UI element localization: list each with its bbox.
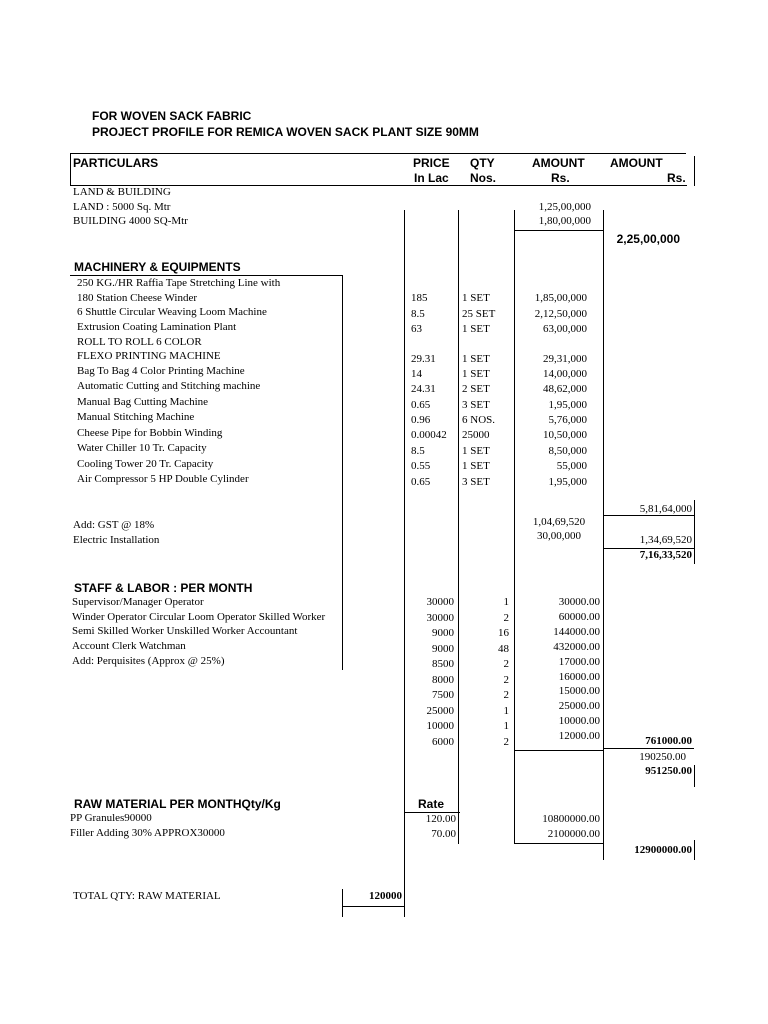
raw-material-label: Filler Adding 30% APPROX30000 [70, 827, 225, 839]
total-qty-rule [342, 906, 404, 907]
staff-row-qty: 2 [503, 674, 509, 686]
header-qty: QTY [470, 156, 495, 170]
header-top-rule [70, 153, 686, 154]
machinery-row-label: Manual Bag Cutting Machine [77, 396, 209, 408]
machinery-row-qty: 1 SET [462, 445, 490, 457]
column-rule-qty [458, 210, 459, 844]
machinery-heading: MACHINERY & EQUIPMENTS [74, 260, 241, 274]
machinery-row-label: Water Chiller 10 Tr. Capacity [77, 442, 207, 454]
staff-total: 761000.00 [645, 735, 692, 747]
staff-label: Add: Perquisites (Approx @ 25%) [72, 655, 225, 667]
machinery-row-amount: 5,76,000 [548, 414, 587, 426]
machinery-row-amount: 14,00,000 [543, 368, 587, 380]
machinery-row-price: 8.5 [411, 308, 425, 320]
raw-material-rate: 70.00 [431, 828, 456, 840]
header-amount-1: AMOUNT [532, 156, 585, 170]
machinery-total-right-rule [694, 500, 695, 564]
land-amount: 1,25,00,000 [538, 201, 591, 213]
machinery-row-price: 0.65 [411, 476, 431, 488]
staff-row-amount: 60000.00 [558, 611, 600, 623]
machinery-row-price: 14 [411, 368, 422, 380]
machinery-row-label: 6 Shuttle Circular Weaving Loom Machine [77, 306, 267, 318]
staff-label: Supervisor/Manager Operator [72, 596, 204, 608]
raw-material-amount: 2100000.00 [547, 828, 600, 840]
column-rule-price [404, 210, 405, 917]
staff-total-right-rule [694, 765, 695, 787]
staff-row-qty: 2 [503, 689, 509, 701]
raw-material-label: PP Granules90000 [70, 812, 152, 824]
machinery-row-price: 29.31 [411, 353, 436, 365]
machinery-row-label: Cooling Tower 20 Tr. Capacity [77, 458, 214, 470]
header-amount-2: AMOUNT [610, 156, 663, 170]
machinery-row-amount: 8,50,000 [548, 445, 587, 457]
header-price: PRICE [413, 156, 450, 170]
document-subtitle: PROJECT PROFILE FOR REMICA WOVEN SACK PLANT SIZE 90MM [92, 125, 479, 139]
staff-row-amount: 15000.00 [558, 685, 600, 697]
machinery-row-label: Manual Stitching Machine [77, 411, 195, 423]
staff-row-price: 30000 [426, 612, 454, 624]
staff-row-price: 7500 [432, 689, 454, 701]
header-right-rule [694, 156, 695, 186]
machinery-row-label: 180 Station Cheese Winder [77, 292, 198, 304]
staff-label: Semi Skilled Worker Unskilled Worker Accountant [72, 625, 298, 637]
staff-grand-total: 951250.00 [645, 765, 692, 777]
header-rs-2: Rs. [667, 171, 686, 185]
column-rule-amount-left [514, 210, 515, 844]
machinery-row-price: 63 [411, 323, 422, 335]
machinery-row-qty: 3 SET [462, 399, 490, 411]
machinery-row-label: ROLL TO ROLL 6 COLOR [77, 336, 202, 348]
total-qty-label: TOTAL QTY: RAW MATERIAL [73, 890, 221, 902]
machinery-row-qty: 1 SET [462, 353, 490, 365]
land-heading: LAND & BUILDING [73, 186, 171, 198]
raw-total-right-rule [694, 840, 695, 860]
staff-row-qty: 48 [498, 643, 509, 655]
machinery-row-amount: 63,00,000 [543, 323, 587, 335]
staff-row-price: 10000 [426, 720, 454, 732]
machinery-row-qty: 6 NOS. [462, 414, 496, 426]
staff-row-price: 6000 [432, 736, 454, 748]
staff-row-amount: 10000.00 [558, 715, 600, 727]
machinery-row-price: 0.00042 [411, 429, 447, 441]
staff-amount-rule [514, 750, 604, 751]
staff-row-qty: 1 [503, 705, 509, 717]
machinery-row-amount: 55,000 [556, 460, 587, 472]
machinery-row-amount: 48,62,000 [543, 383, 587, 395]
staff-row-amount: 12000.00 [558, 730, 600, 742]
machinery-extra-total: 1,34,69,520 [639, 534, 692, 546]
machinery-row-price: 8.5 [411, 445, 425, 457]
raw-material-total: 12900000.00 [634, 844, 692, 856]
machinery-row-qty: 25 SET [462, 308, 496, 320]
land-subtotal-rule [514, 230, 604, 231]
land-label: LAND : 5000 Sq. Mtr [73, 201, 171, 213]
staff-row-price: 9000 [432, 627, 454, 639]
staff-label: Account Clerk Watchman [72, 640, 186, 652]
staff-row-price: 9000 [432, 643, 454, 655]
building-amount: 1,80,00,000 [538, 215, 591, 227]
total-qty-left-rule [342, 889, 343, 917]
header-nos: Nos. [470, 171, 497, 185]
machinery-row-amount: 1,95,000 [548, 399, 587, 411]
staff-row-amount: 16000.00 [558, 671, 600, 683]
staff-heading: STAFF & LABOR : PER MONTH [74, 581, 253, 595]
staff-row-qty: 2 [503, 612, 509, 624]
raw-material-rate: 120.00 [425, 813, 456, 825]
machinery-row-price: 0.96 [411, 414, 431, 426]
machinery-row-label: Automatic Cutting and Stitching machine [77, 380, 261, 392]
header-rs-1: Rs. [551, 171, 570, 185]
staff-row-price: 30000 [426, 596, 454, 608]
machinery-row-qty: 1 SET [462, 460, 490, 472]
raw-material-heading: RAW MATERIAL PER MONTHQty/Kg [74, 797, 281, 811]
staff-row-qty: 1 [503, 596, 509, 608]
raw-material-amount: 10800000.00 [542, 813, 600, 825]
gst-label: Add: GST @ 18% [73, 519, 155, 531]
machinery-row-qty: 1 SET [462, 368, 490, 380]
machinery-row-amount: 1,95,000 [548, 476, 587, 488]
header-in-lac: In Lac [414, 171, 449, 185]
staff-row-amount: 144000.00 [553, 626, 600, 638]
staff-label: Winder Operator Circular Loom Operator Skilled Worker [72, 611, 326, 623]
total-qty-value: 120000 [369, 890, 402, 902]
particulars-right-rule [342, 275, 343, 670]
staff-row-qty: 2 [503, 736, 509, 748]
gst-amount: 1,04,69,520 [532, 516, 586, 528]
electric-installation-label: Electric Installation [73, 534, 160, 546]
machinery-row-amount: 1,85,00,000 [534, 292, 587, 304]
staff-row-amount: 30000.00 [558, 596, 600, 608]
header-left-rule [70, 153, 71, 186]
machinery-row-price: 0.65 [411, 399, 431, 411]
staff-row-price: 8500 [432, 658, 454, 670]
machinery-row-price: 0.55 [411, 460, 431, 472]
machinery-row-label: 250 KG./HR Raffia Tape Stretching Line with [77, 277, 281, 289]
staff-row-amount: 25000.00 [558, 700, 600, 712]
staff-row-price: 8000 [432, 674, 454, 686]
machinery-subtotal: 5,81,64,000 [639, 503, 692, 515]
staff-perquisites: 190250.00 [639, 751, 686, 763]
machinery-row-label: FLEXO PRINTING MACHINE [77, 350, 221, 362]
staff-row-amount: 17000.00 [558, 656, 600, 668]
machinery-row-qty: 25000 [462, 429, 490, 441]
header-particulars: PARTICULARS [73, 156, 159, 170]
staff-row-price: 25000 [426, 705, 454, 717]
machinery-row-qty: 2 SET [462, 383, 490, 395]
staff-row-qty: 2 [503, 658, 509, 670]
building-label: BUILDING 4000 SQ-Mtr [73, 215, 188, 227]
machinery-row-qty: 1 SET [462, 292, 490, 304]
raw-amount-rule [514, 843, 604, 844]
machinery-grand-total: 7,16,33,520 [639, 549, 692, 561]
machinery-row-price: 24.31 [411, 383, 436, 395]
staff-row-amount: 432000.00 [553, 641, 600, 653]
machinery-row-label: Air Compressor 5 HP Double Cylinder [77, 473, 249, 485]
machinery-row-label: Extrusion Coating Lamination Plant [77, 321, 237, 333]
machinery-row-qty: 1 SET [462, 323, 490, 335]
machinery-row-amount: 29,31,000 [543, 353, 587, 365]
machinery-row-label: Bag To Bag 4 Color Printing Machine [77, 365, 245, 377]
staff-total-rule [604, 748, 694, 749]
machinery-row-amount: 10,50,000 [543, 429, 587, 441]
machinery-row-amount: 2,12,50,000 [534, 308, 587, 320]
staff-row-qty: 1 [503, 720, 509, 732]
machinery-row-price: 185 [411, 292, 428, 304]
raw-material-rate-header: Rate [418, 797, 445, 811]
electric-installation-amount: 30,00,000 [537, 530, 581, 542]
land-total: 2,25,00,000 [616, 232, 680, 246]
machinery-row-label: Cheese Pipe for Bobbin Winding [77, 427, 223, 439]
machinery-heading-rule [70, 275, 342, 276]
document-title: FOR WOVEN SACK FABRIC [92, 109, 252, 123]
machinery-row-qty: 3 SET [462, 476, 490, 488]
staff-row-qty: 16 [498, 627, 509, 639]
